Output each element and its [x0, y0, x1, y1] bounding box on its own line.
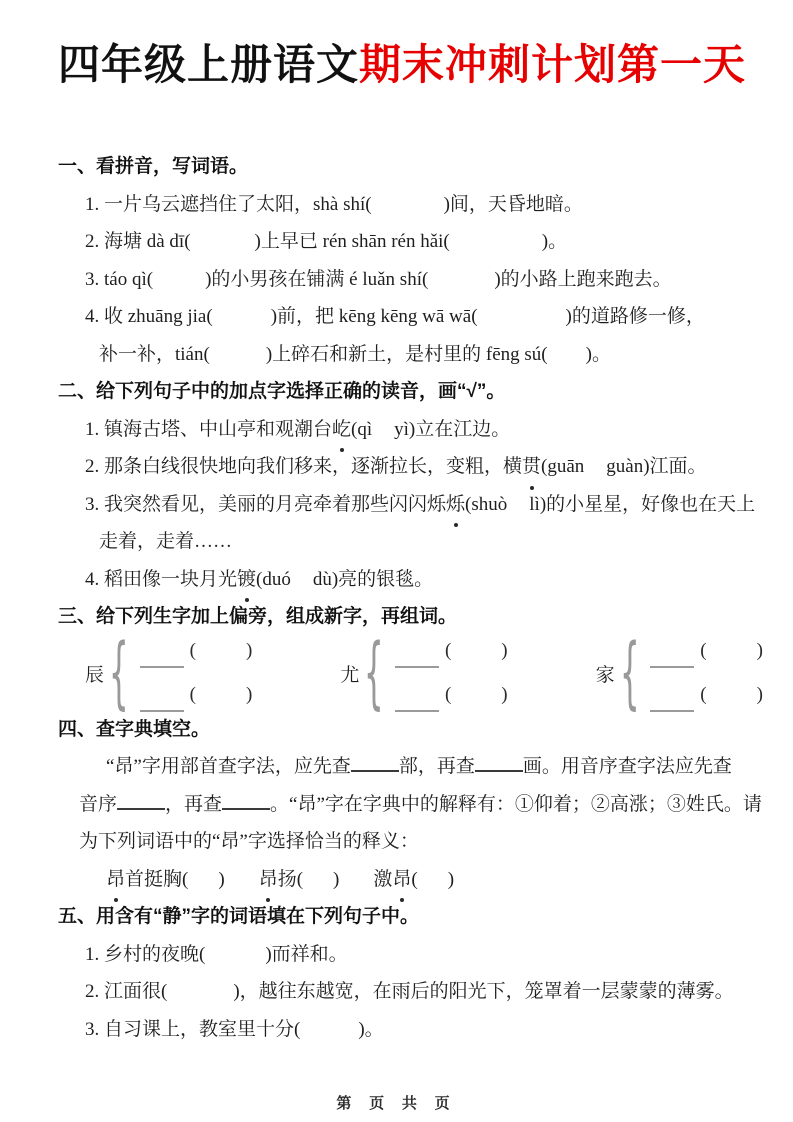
paren-close: ) — [245, 640, 253, 661]
text-segment: )而祥和。 — [265, 943, 348, 965]
emphasized-char: 贯 — [522, 448, 541, 486]
page-title-red: 期末冲刺计划第一天 — [359, 41, 747, 88]
text-segment: 扬( — [277, 868, 304, 890]
text-segment: 3. 我突然看见，美丽的月亮牵着那些闪闪烁 — [85, 493, 447, 515]
question-line — [58, 861, 753, 899]
answer-column — [140, 641, 253, 705]
page-title — [58, 36, 753, 94]
answer-blank — [117, 793, 165, 810]
answer-space — [196, 704, 246, 705]
answer-space — [225, 884, 259, 885]
text-segment: lì)的小星星，好像也在天上 — [529, 493, 756, 515]
base-character: 尤 — [340, 664, 360, 686]
radical-group — [85, 628, 253, 718]
text-segment: 走着，走着…… — [99, 531, 233, 552]
paren-close: ) — [501, 684, 508, 705]
question-line — [58, 486, 756, 524]
answer-space — [548, 359, 586, 360]
question-line — [58, 973, 753, 1011]
paren-open: ( — [700, 684, 707, 705]
answer-blank — [475, 755, 523, 772]
answer-blank — [140, 654, 184, 668]
answer-space — [191, 246, 255, 247]
answer-space — [451, 660, 501, 661]
answer-space — [450, 246, 542, 247]
answer-column — [395, 641, 508, 705]
answer-row — [395, 641, 508, 661]
question-line — [58, 786, 762, 824]
emphasized-char: 昂 — [106, 861, 125, 899]
text-segment: dù)亮的银毯。 — [312, 568, 434, 590]
answer-blank — [650, 654, 694, 668]
emphasized-char: 昂 — [392, 861, 411, 899]
answer-column — [650, 641, 763, 705]
question-line — [58, 523, 753, 561]
text-segment: ) — [218, 868, 225, 890]
text-segment: )，越往东越宽，在雨后的阳光下，笼罩着一层蒙蒙的薄雾。 — [233, 981, 734, 1002]
paren-open: ( — [700, 640, 707, 661]
text-segment: 首挺胸( — [125, 868, 189, 890]
text-segment: 4. 收 zhuāng jia( — [85, 306, 213, 327]
question-line — [58, 223, 753, 261]
answer-space — [210, 359, 266, 360]
text-segment: (guān — [541, 456, 585, 477]
text-segment: 2. 江面很( — [85, 981, 168, 1002]
emphasized-char: 昂 — [259, 861, 278, 899]
brace: { — [108, 628, 129, 718]
text-segment: )间，天昏地暗。 — [443, 193, 583, 215]
answer-row — [650, 685, 763, 705]
text-segment: 3. táo qì( — [85, 268, 154, 290]
answer-row — [395, 685, 508, 705]
page-footer: 第 页 共 页 — [336, 1096, 457, 1112]
base-character: 辰 — [85, 664, 105, 686]
answer-row — [140, 641, 253, 661]
worksheet-content — [58, 148, 763, 1048]
text-segment: 2. 海塘 dà dī( — [85, 231, 191, 252]
answer-space — [584, 471, 606, 472]
text-segment: (duó — [256, 568, 291, 590]
answer-space — [451, 704, 501, 705]
answer-space — [372, 209, 444, 210]
section-heading: 二、给下列句子中的加点字选择正确的读音，画“√”。 — [58, 381, 506, 402]
text-segment: )。 — [358, 1018, 384, 1040]
radical-group — [595, 628, 763, 718]
answer-row — [140, 685, 253, 705]
text-segment: (shuò — [465, 493, 508, 515]
text-segment: 补一补，tián( — [99, 343, 210, 365]
text-segment: 1. 一片乌云遮挡住了太阳，shà shí( — [85, 193, 372, 215]
text-segment: )的道路修一修， — [565, 306, 705, 327]
paren-close: ) — [756, 640, 763, 661]
emphasized-char: 烁 — [446, 486, 465, 524]
radical-group — [340, 628, 508, 718]
text-segment: ，再查 — [165, 793, 223, 815]
paren-close: ) — [245, 684, 253, 705]
answer-space — [372, 434, 394, 435]
answer-row — [650, 641, 763, 661]
answer-blank — [650, 698, 694, 712]
text-segment: “昂”字用部首查字法，应先查 — [106, 756, 351, 777]
text-segment: 2. 那条白线很快地向我们移来，逐渐拉长，变粗，横 — [85, 456, 523, 477]
question-line — [58, 1011, 753, 1049]
text-segment: guàn)江面。 — [606, 456, 707, 477]
paren-open: ( — [444, 640, 452, 661]
text-segment: yì)立在江边。 — [394, 418, 511, 440]
text-segment: 画。用音序查字法应先查 — [522, 756, 732, 777]
answer-space — [303, 884, 333, 885]
section-heading: 三、给下列生字加上偏旁，组成新字，再组词。 — [58, 606, 458, 627]
question-line — [58, 298, 753, 336]
question-line — [58, 336, 753, 374]
answer-space — [213, 321, 271, 322]
page-title-black: 四年级上册语文 — [58, 41, 360, 88]
answer-blank — [222, 793, 270, 810]
base-character: 家 — [595, 664, 615, 686]
answer-space — [707, 704, 757, 705]
text-segment: (qì — [351, 418, 373, 440]
text-segment: )的小男孩在铺满 é luǎn shí( — [205, 268, 429, 290]
emphasized-char: 镀 — [237, 561, 256, 599]
brace: { — [619, 628, 640, 718]
text-segment: 部，再查 — [398, 756, 475, 777]
text-segment: )。 — [541, 231, 568, 252]
text-segment: 1. 乡村的夜晚( — [85, 943, 206, 965]
text-segment: ) — [447, 868, 455, 890]
answer-space — [339, 884, 373, 885]
question-line — [58, 936, 753, 974]
paren-close: ) — [501, 640, 508, 661]
text-segment: )的小路上跑来跑去。 — [494, 268, 672, 290]
text-segment: )上碎石和新土，是村里的 fēng sú( — [265, 343, 548, 365]
text-segment: )上早已 rén shān rén hǎi( — [254, 231, 450, 252]
answer-blank — [351, 755, 399, 772]
paren-close: ) — [756, 684, 763, 705]
answer-space — [707, 660, 757, 661]
text-segment: 3. 自习课上，教室里十分( — [85, 1018, 301, 1040]
answer-space — [418, 884, 448, 885]
answer-space — [428, 284, 494, 285]
answer-space — [153, 284, 205, 285]
answer-blank — [395, 654, 439, 668]
brace: { — [364, 628, 385, 718]
paren-open: ( — [189, 684, 196, 705]
question-line — [58, 411, 753, 449]
question-line — [58, 186, 753, 224]
emphasized-char: 屹 — [332, 411, 351, 449]
text-segment: ( — [411, 868, 418, 890]
text-segment: 激 — [373, 868, 393, 890]
paren-open: ( — [444, 684, 452, 705]
section-heading: 五、用含有“静”字的词语填在下列句子中。 — [58, 906, 420, 927]
answer-space — [205, 959, 265, 960]
text-segment: 4. 稻田像一块月光 — [85, 568, 238, 590]
answer-space — [291, 584, 313, 585]
radical-exercise — [58, 628, 763, 718]
answer-space — [507, 509, 529, 510]
answer-blank — [395, 698, 439, 712]
text-segment: )。 — [585, 343, 611, 365]
question-line — [58, 748, 753, 786]
question-line — [58, 448, 753, 486]
text-segment: 音序 — [79, 793, 118, 815]
answer-space — [300, 1034, 358, 1035]
answer-space — [196, 660, 246, 661]
question-line — [58, 823, 753, 861]
answer-space — [167, 996, 233, 997]
text-segment: )前，把 kēng kēng wā wā( — [270, 306, 478, 327]
answer-space — [478, 321, 566, 322]
section-heading: 四、查字典填空。 — [58, 718, 211, 740]
paren-open: ( — [189, 640, 196, 661]
text-segment: 。“昂”字在字典中的解释有：①仰着；②高涨；③姓氏。请 — [270, 793, 762, 815]
section-heading: 一、看拼音，写词语。 — [58, 156, 249, 177]
answer-blank — [140, 698, 184, 712]
text-segment: 1. 镇海古塔、中山亭和观潮台 — [85, 418, 333, 440]
text-segment: 为下列词语中的“昂”字选择恰当的释义： — [79, 831, 419, 852]
answer-space — [188, 884, 218, 885]
question-line — [58, 261, 753, 299]
text-segment: ) — [333, 868, 340, 890]
question-line — [58, 561, 753, 599]
